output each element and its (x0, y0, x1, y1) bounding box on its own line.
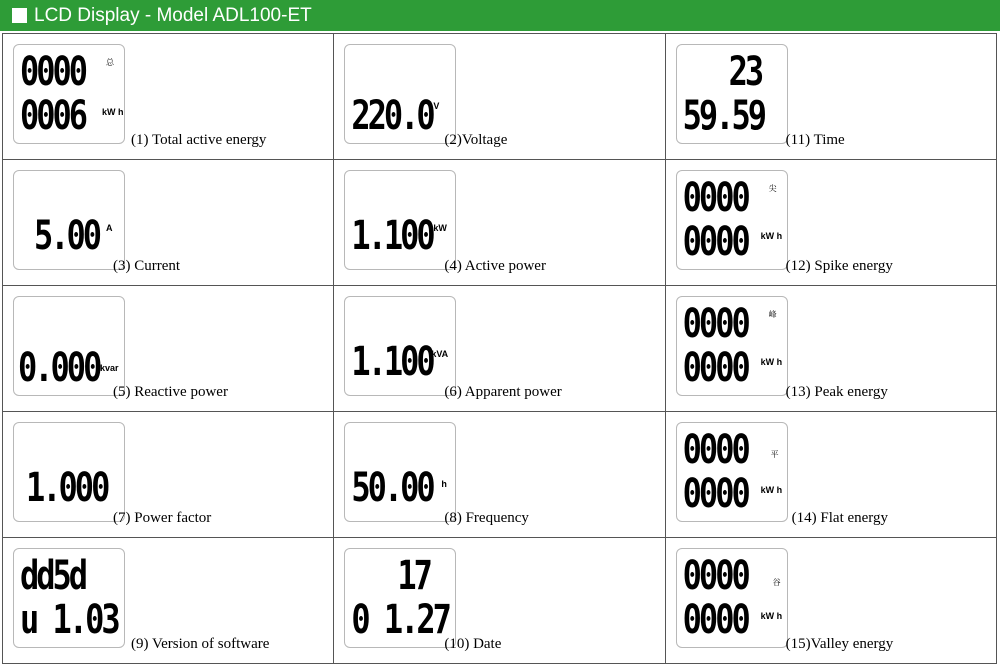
lcd-screen (344, 296, 456, 396)
lcd-screen (13, 422, 125, 522)
lcd-screen (13, 44, 125, 144)
lcd-cell (3, 412, 334, 538)
lcd-cell (665, 160, 996, 286)
lcd-screen (676, 422, 788, 522)
lcd-cell (3, 34, 334, 160)
lcd-cell (665, 538, 996, 664)
lcd-screen (676, 44, 788, 144)
lcd-caption: (7) Power factor (113, 510, 212, 526)
lcd-bottom-digits: 1.000 (26, 463, 108, 511)
lcd-caption: (2)Voltage (444, 132, 508, 148)
lcd-cell (3, 286, 334, 412)
lcd-tariff-symbol: 平 (770, 450, 779, 459)
lcd-cell (334, 286, 665, 412)
lcd-unit: kW h (760, 357, 783, 367)
lcd-bottom-digits: 5.00 (34, 211, 100, 259)
lcd-tariff-symbol: 总 (106, 58, 114, 67)
lcd-top-digits: 23 (728, 47, 762, 95)
lcd-caption: (12) Spike energy (785, 258, 893, 274)
lcd-unit: kW h (760, 485, 783, 495)
lcd-screen (344, 548, 456, 648)
lcd-tariff-symbol: 尖 (768, 184, 777, 193)
section-title: LCD Display - Model ADL100-ET (34, 4, 312, 26)
lcd-unit: kW h (760, 231, 783, 241)
lcd-screen (344, 44, 456, 144)
lcd-caption: (5) Reactive power (113, 384, 228, 400)
lcd-bottom-digits: 0 1.27 (351, 595, 449, 643)
lcd-screen (676, 296, 788, 396)
lcd-screen (676, 170, 788, 270)
lcd-caption: (8) Frequency (444, 510, 529, 526)
lcd-screen (13, 548, 125, 648)
lcd-bottom-digits: 1.100 (351, 211, 433, 259)
lcd-tariff-symbol: 峰 (768, 310, 777, 319)
lcd-unit: kvar (100, 363, 119, 373)
lcd-top-digits: 0000 (682, 299, 748, 347)
lcd-display-grid (2, 33, 997, 664)
lcd-screen (13, 296, 125, 396)
lcd-screen (344, 422, 456, 522)
lcd-cell (334, 34, 665, 160)
lcd-top-digits: 17 (397, 551, 430, 599)
lcd-unit: kW h (760, 611, 783, 621)
lcd-bottom-digits: 0000 (682, 343, 748, 391)
section-header (0, 0, 1000, 31)
lcd-caption: (1) Total active energy (131, 132, 267, 148)
lcd-bottom-digits: 50.00 (351, 463, 433, 511)
lcd-cell (334, 160, 665, 286)
square-bullet-icon (12, 8, 27, 23)
lcd-cell (334, 538, 665, 664)
lcd-bottom-digits: 220.0 (351, 91, 433, 139)
lcd-unit: h (441, 479, 447, 489)
lcd-top-digits: 0000 (20, 47, 86, 95)
lcd-caption: (3) Current (113, 258, 181, 274)
lcd-bottom-digits: 0006 (20, 91, 86, 139)
lcd-bottom-digits: u 1.03 (20, 595, 118, 643)
lcd-caption: (4) Active power (444, 258, 546, 274)
lcd-cell (665, 286, 996, 412)
lcd-caption: (14) Flat energy (791, 510, 889, 526)
lcd-screen (676, 548, 788, 648)
lcd-caption: (13) Peak energy (785, 384, 888, 400)
lcd-cell (665, 412, 996, 538)
lcd-bottom-digits: 1.100 (351, 337, 433, 385)
lcd-bottom-digits: 0000 (682, 217, 748, 265)
lcd-top-digits: dd5d (20, 551, 86, 599)
lcd-top-digits: 0000 (682, 173, 748, 221)
lcd-unit: kVA (431, 349, 449, 359)
lcd-tariff-symbol: 谷 (772, 578, 781, 587)
lcd-unit: A (106, 223, 113, 233)
lcd-cell (3, 160, 334, 286)
lcd-screen (13, 170, 125, 270)
lcd-unit: kW (433, 223, 447, 233)
lcd-caption: (9) Version of software (131, 636, 270, 652)
lcd-caption: (6) Apparent power (444, 384, 562, 400)
lcd-top-digits: 0000 (682, 425, 748, 473)
lcd-caption: (11) Time (785, 132, 845, 148)
lcd-bottom-digits: 0000 (682, 469, 748, 517)
lcd-cell (665, 34, 996, 160)
lcd-unit: V (433, 101, 440, 111)
lcd-bottom-digits: 0.000 (18, 343, 100, 391)
lcd-unit: kW h (102, 107, 124, 117)
lcd-cell (3, 538, 334, 664)
lcd-caption: (10) Date (444, 636, 502, 652)
lcd-screen (344, 170, 456, 270)
lcd-cell (334, 412, 665, 538)
lcd-bottom-digits: 59.59 (682, 91, 764, 139)
lcd-bottom-digits: 0000 (682, 595, 748, 643)
lcd-top-digits: 0000 (682, 551, 748, 599)
lcd-caption: (15)Valley energy (785, 636, 894, 652)
